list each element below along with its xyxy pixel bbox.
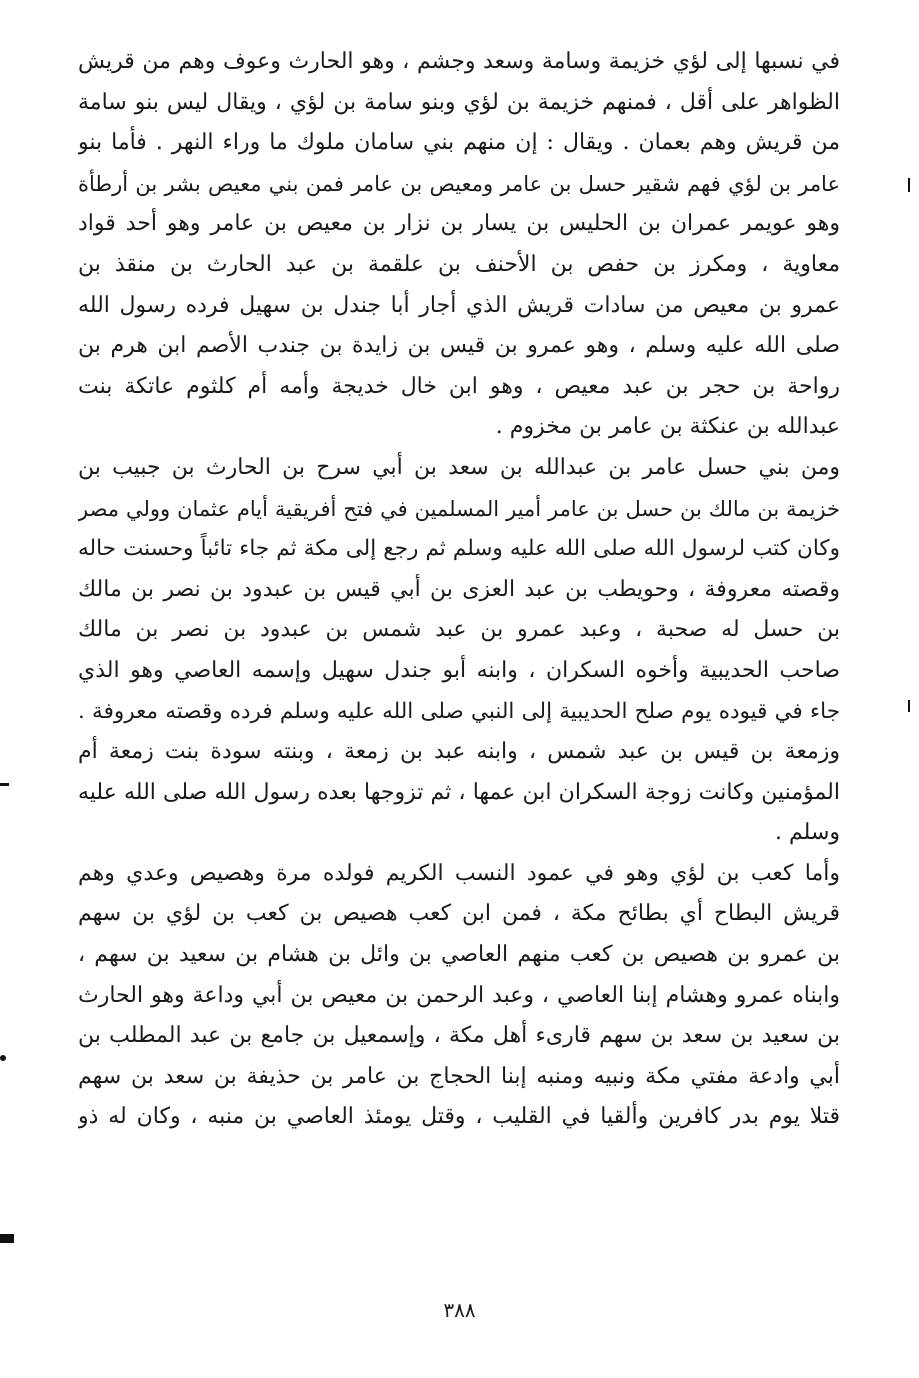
text-line: رواحة بن حجر بن عبد معيص ، وهو ابن خال خديجة وأمه أم كلثوم عاتكة بنت <box>78 373 840 399</box>
body-text <box>78 42 840 1138</box>
text-line: بن سعيد بن سعد بن سهم قارىء أهل مكة ، وإسمعيل بن جامع بن عبد المطلب بن <box>78 1023 840 1049</box>
scan-edge-mark <box>0 783 9 786</box>
scan-edge-mark <box>908 178 910 192</box>
text-line: خزيمة بن مالك بن حسل بن عامر أمير المسلمين في فتح أفريقية أيام عثمان وولي مصر <box>78 496 840 521</box>
text-line: المؤمنين وكانت زوجة السكران ابن عمها ، ثم تزوجها بعده رسول الله صلى الله عليه <box>78 779 840 805</box>
text-line: وابناه عمرو وهشام إبنا العاصي ، وعبد الرحمن بن معيص بن أبي وداعة وهو الحارث <box>78 982 840 1008</box>
scan-edge-mark <box>0 1234 14 1243</box>
text-line: عامر بن لؤي فهم شقير حسل بن عامر ومعيص بن عامر فمن بني معيص بشر بن أرطأة <box>78 171 840 196</box>
text-line: عبدالله بن عنكثة بن عامر بن مخزوم . <box>495 414 840 440</box>
page-number: ٣٨٨ <box>443 1298 476 1322</box>
text-line: وسلم . <box>775 820 840 846</box>
text-line: وهو عويمر عمران بن الحليس بن يسار بن نزار بن معيص بن عامر وهو أحد قواد <box>78 211 840 237</box>
text-line: صلى الله عليه وسلم ، وهو عمرو بن قيس بن زايدة بن جندب الأصم ابن هرم بن <box>78 333 840 359</box>
text-line: وأما كعب بن لؤي وهو في عمود النسب الكريم فولده مرة وهصيص وعدي وهم <box>78 860 840 886</box>
text-line: ومن بني حسل عامر بن عبدالله بن سعد بن أبي سرح بن الحارث بن جبيب بن <box>78 454 840 480</box>
scan-edge-mark <box>908 700 910 712</box>
text-line: أبي وادعة مفتي مكة ونبيه ومنبه إبنا الحجاج بن عامر بن حذيفة بن سعد بن سهم <box>78 1063 840 1089</box>
text-line: وقصته معروفة ، وحويطب بن عبد العزى بن أبي قيس بن عبدود بن نصر بن مالك <box>78 576 840 602</box>
text-line: عمرو بن معيص من سادات قريش الذي أجار أبا جندل بن سهيل فرده رسول الله <box>78 292 840 318</box>
scan-edge-mark <box>0 1055 6 1061</box>
text-line: من قريش وهم بعمان . ويقال : إن منهم بني سامان ملوك ما وراء النهر . فأما بنو <box>78 130 840 156</box>
text-line: معاوية ، ومكرز بن حفص بن الأحنف بن علقمة بن عبد الحارث بن منقذ بن <box>78 251 840 277</box>
text-line: جاء في قيوده يوم صلح الحديبية إلى النبي صلى الله عليه وسلم فرده وقصته معروفة . <box>78 698 840 724</box>
text-line: قتلا يوم بدر كافرين وألقيا في القليب ، وقتل يومئذ العاصي بن منبه ، وكان له ذو <box>78 1104 840 1130</box>
text-line: في نسبها إلى لؤي خزيمة وسامة وسعد وجشم ، وهو الحارث وعوف وهم من قريش <box>78 49 840 74</box>
text-line: صاحب الحديبية وأخوه السكران ، وابنه أبو جندل سهيل وإسمه العاصي وهو الذي <box>78 657 840 683</box>
text-line: وكان كتب لرسول الله صلى الله عليه وسلم ثم رجع إلى مكة ثم جاء تائباً وحسنت حاله <box>78 536 840 562</box>
text-line: الظواهر على أقل ، فمنهم خزيمة بن لؤي وبنو سامة بن لؤي ، ويقال ليس بنو سامة <box>78 89 840 115</box>
text-line: وزمعة بن قيس بن عبد شمس ، وابنه عبد بن زمعة ، وبنته سودة بنت زمعة أم <box>78 739 840 765</box>
text-line: بن حسل له صحبة ، وعبد عمرو بن عبد شمس بن عبدود بن نصر بن مالك <box>78 617 840 643</box>
text-line: بن عمرو بن هصيص بن كعب منهم العاصي بن وائل بن هشام بن سعيد بن سهم ، <box>78 942 840 968</box>
text-line: قريش البطاح أي بطائح مكة ، فمن ابن كعب هصيص بن كعب بن لؤي بن سهم <box>78 901 840 927</box>
